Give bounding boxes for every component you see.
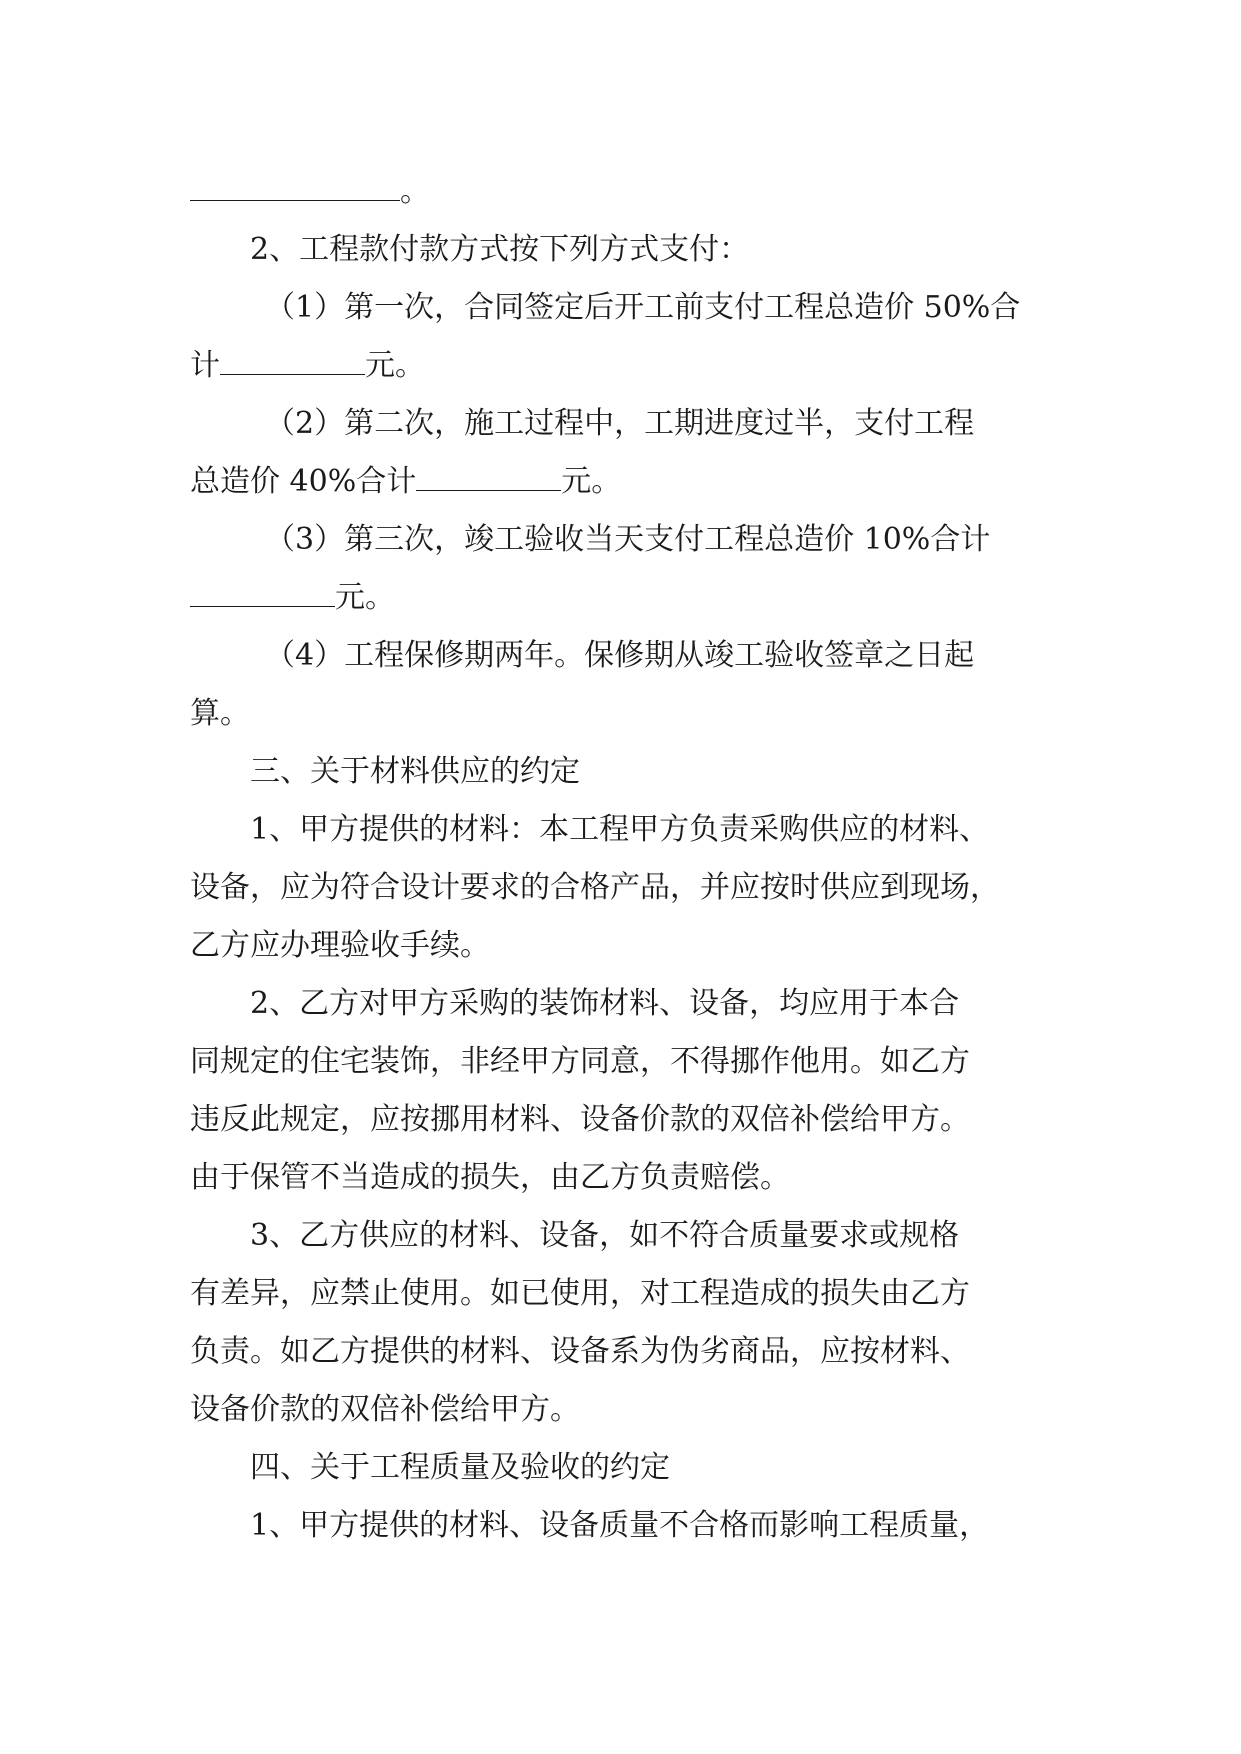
paragraph-line: 有差异，应禁止使用。如已使用，对工程造成的损失由乙方	[190, 1276, 970, 1311]
line-suffix: 。	[400, 174, 430, 209]
line-prefix: 计	[190, 348, 220, 383]
fill-in-blank[interactable]	[220, 346, 365, 375]
fill-in-blank[interactable]	[416, 462, 561, 491]
paragraph-line: 3、乙方供应的材料、设备，如不符合质量要求或规格	[250, 1218, 960, 1253]
payment-first-amount	[190, 346, 425, 386]
payment-method-heading: 2、工程款付款方式按下列方式支付：	[250, 232, 750, 267]
payment-first-line: （1）第一次，合同签定后开工前支付工程总造价 50%合	[265, 290, 1021, 325]
section-4-heading: 四、关于工程质量及验收的约定	[250, 1450, 670, 1485]
paragraph-line: 设备价款的双倍补偿给甲方。	[190, 1392, 580, 1427]
paragraph-line: 乙方应办理验收手续。	[190, 928, 490, 963]
payment-third-line: （3）第三次，竣工验收当天支付工程总造价 10%合计	[265, 522, 991, 557]
line-suffix: 元。	[335, 580, 395, 615]
warranty-line-end: 算。	[190, 696, 250, 731]
paragraph-line: 同规定的住宅装饰，非经甲方同意，不得挪作他用。如乙方	[190, 1044, 970, 1079]
payment-third-amount	[190, 578, 395, 618]
warranty-line: （4）工程保修期两年。保修期从竣工验收签章之日起	[265, 638, 975, 673]
paragraph-line: 1、甲方提供的材料：本工程甲方负责采购供应的材料、	[250, 812, 990, 847]
paragraph-line: 违反此规定，应按挪用材料、设备价款的双倍补偿给甲方。	[190, 1102, 970, 1137]
line-prefix: 总造价 40%合计	[190, 464, 417, 499]
paragraph-line: 负责。如乙方提供的材料、设备系为伪劣商品，应按材料、	[190, 1334, 970, 1369]
line-suffix: 元。	[561, 464, 622, 499]
paragraph-line: 由于保管不当造成的损失，由乙方负责赔偿。	[190, 1160, 790, 1195]
paragraph-line: 2、乙方对甲方采购的装饰材料、设备，均应用于本合	[250, 986, 960, 1021]
line-suffix: 元。	[365, 348, 425, 383]
section-3-heading: 三、关于材料供应的约定	[250, 754, 580, 789]
fill-in-blank[interactable]	[190, 172, 400, 201]
payment-second-line: （2）第二次，施工过程中，工期进度过半，支付工程	[265, 406, 975, 441]
paragraph-line: 设备，应为符合设计要求的合格产品，并应按时供应到现场，	[190, 870, 1000, 905]
paragraph-line: 1、甲方提供的材料、设备质量不合格而影响工程质量，	[250, 1508, 990, 1543]
payment-second-amount	[190, 462, 621, 502]
fill-in-blank[interactable]	[190, 578, 335, 607]
text-line-amount-end	[190, 172, 430, 212]
